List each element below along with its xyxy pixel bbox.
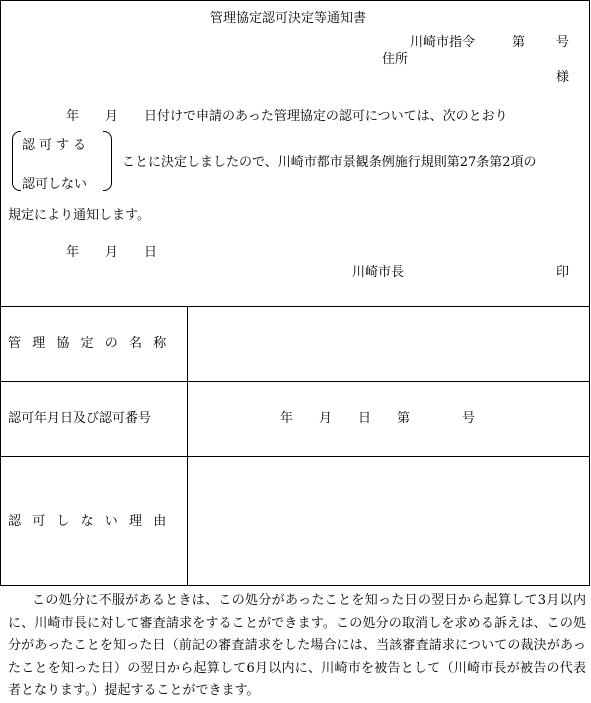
directive-number-dai: 第 [512, 35, 526, 50]
label-denial-reason: 認可しない理由 [8, 514, 178, 529]
label-agreement-name: 管理協定の名称 [8, 336, 178, 351]
notice-date: 年 月 日 [66, 245, 158, 260]
table-column-divider [187, 306, 188, 586]
body-line-1: 年 月 日付けで申請のあった管理協定の認可については、次のとおり [66, 109, 508, 124]
address-label: 住所 [382, 52, 409, 67]
document-title: 管理協定認可決定等通知書 [210, 11, 367, 26]
seal-mark: 印 [556, 265, 570, 280]
option-approve: 認可する [22, 138, 91, 153]
directive-number-go: 号 [556, 35, 570, 50]
table-row-divider-2 [0, 456, 590, 457]
body-line-3: 規定により通知します。 [8, 208, 150, 223]
table-row-divider-1 [0, 381, 590, 382]
body-line-2: ことに決定しましたので、川崎市都市景観条例施行規則第27条第2項の [122, 155, 537, 170]
right-brace [103, 131, 112, 191]
table-top-border [0, 306, 590, 307]
appeal-notice: この処分に不服があるときは、この処分があったことを知った日の翌日から起算して3月以内に、川崎市長に対して審査請求をすることができます。この処分の取消しを求める訴えは、この処分があったことを知った日（前記の審査請求をした場合には、当該審査請求についての裁決があったことを知った日）の翌日から起算して6月以内に、川崎市を被告として（川崎市長が被告の代表者となります。）提起することができます。 [8, 593, 586, 698]
left-brace [12, 131, 21, 191]
approval-date-number-value: 年 月 日 第 号 [280, 411, 476, 426]
mayor-title: 川崎市長 [352, 265, 405, 280]
option-deny: 認可しない [22, 177, 88, 192]
recipient-honorific: 様 [556, 70, 570, 85]
label-approval-date-number: 認可年月日及び認可番号 [8, 411, 152, 426]
directive-number-prefix: 川崎市指令 [410, 35, 476, 50]
